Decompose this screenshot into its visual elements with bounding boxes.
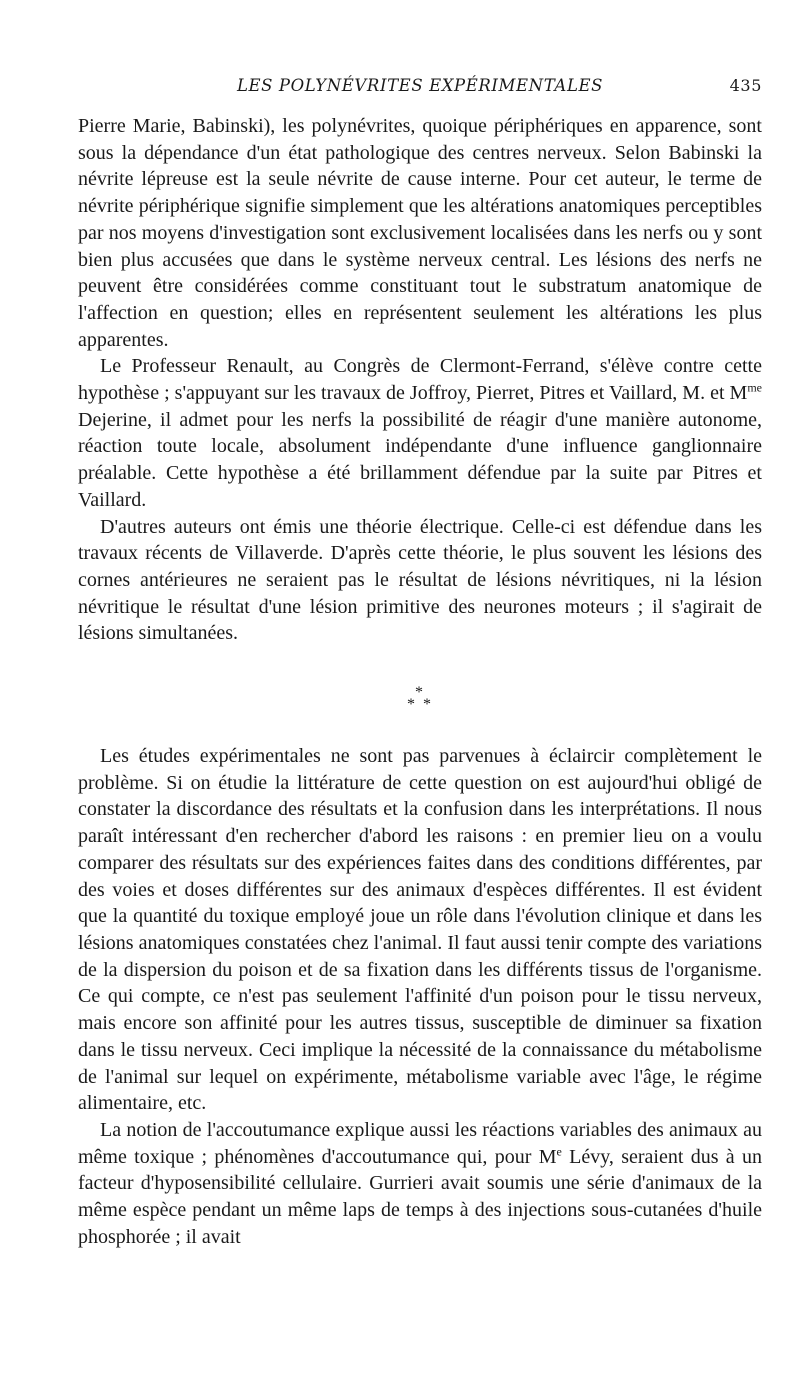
running-head <box>78 76 762 100</box>
paragraph <box>78 1117 762 1251</box>
body-text <box>78 113 762 1250</box>
section-separator <box>78 647 762 743</box>
superscript: me <box>747 380 762 395</box>
paragraph-text: Le Professeur Renault, au Congrès de Clermont-Ferrand, s'élève contre cette hypothèse ; s'appuyant sur les travaux de Joffroy, Pierret, Pitres et Vaillard, M. et M <box>78 355 762 405</box>
page-number: 435 <box>729 76 762 95</box>
running-head-title: LES POLYNÉVRITES EXPÉRIMENTALES <box>236 76 604 95</box>
paragraph: Pierre Marie, Babinski), les polynévrites, quoique périphériques en apparence, sont sous la dépendance d'un état pathologique des centres nerveux. Selon Babinski la névrite lépreuse est la seule névrite de cause interne. Pour cet auteur, le terme de névrite périphérique signifie simplement que les altérations anatomiques perceptibles par nos moyens d'investigation sont exclusivement localisées dans les nerfs ou y sont bien plus accusées que dans le système nerveux central. Les lésions des nerfs ne peuvent être considérées comme constituant tout le substratum anatomique de l'affection en question; elles en représentent seulement les altérations les plus apparentes. <box>78 115 762 351</box>
paragraph <box>78 353 762 513</box>
paragraph-text: Lévy, seraient dus à un facteur d'hyposensibilité cellulaire. Gurrieri avait soumis une série d'animaux de la même espèce pendant un même laps de temps à des injections sous-cutanées d'huile phosphorée ; il avait <box>78 1145 762 1248</box>
superscript: e <box>556 1143 562 1158</box>
paragraph: Les études expérimentales ne sont pas parvenues à éclaircir complètement le problème. Si on étudie la littérature de cette question on est aujourd'hui obligé de constater la discordance des résultats et la confusion dans les interprétations. Il nous paraît intéressant d'en rechercher d'abord les raisons : en premier lieu on a voulu comparer des résultats sur des expériences faites dans des conditions différentes, par des voies et doses différentes sur des animaux d'espèces différentes. Il est évident que la quantité du toxique employé joue un rôle dans l'évolution clinique et dans les lésions anatomiques constatées chez l'animal. Il faut aussi tenir compte des variations de la dispersion du poison et de sa fixation dans les différents tissus de l'organisme. Ce qui compte, ce n'est pas seulement l'affinité d'un poison pour le tissu nerveux, mais encore son affinité pour les autres tissus, susceptible de diminuer sa fixation dans le tissu nerveux. Ceci implique la nécessité de la connaissance du métabolisme de l'animal sur lequel on expérimente, métabolisme variable avec l'âge, le régime alimentaire, etc. <box>78 745 762 1115</box>
asterism: * * * <box>407 684 433 714</box>
paragraph: D'autres auteurs ont émis une théorie électrique. Celle-ci est défendue dans les travaux récents de Villaverde. D'après cette théorie, le plus souvent les lésions des cornes antérieures ne seraient pas le résultat de lésions névritiques, ni la lésion névritique le résultat d'une lésion primitive des neurones moteurs ; il s'agirait de lésions simultanées. <box>78 515 762 645</box>
paragraph-text: La notion de l'accoutumance explique aussi les réactions variables des animaux au même toxique ; phénomènes d'accoutumance qui, pour M <box>78 1118 762 1168</box>
paragraph-text: Dejerine, il admet pour les nerfs la possibilité de réagir d'une manière autonome, réaction toute locale, absolument indépendante d'une influence ganglionnaire préalable. Cette hypothèse a été brillamment défendue par la suite par Pitres et Vaillard. <box>78 408 762 511</box>
